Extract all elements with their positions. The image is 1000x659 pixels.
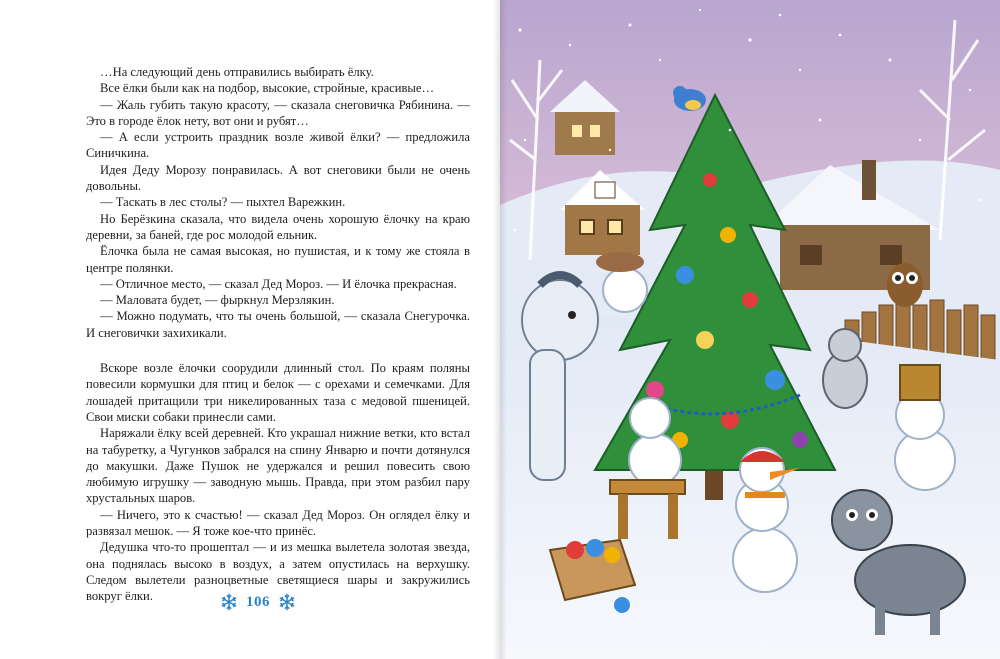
paragraph: Идея Деду Морозу понравилась. А вот снеговики были не очень довольны. [86, 162, 470, 194]
paragraph: …На следующий день отправились выбирать ёлку. [100, 65, 374, 79]
paragraph: Ёлочка была не самая высокая, но пушистая, и к тому же стояла в центре полянки. [86, 244, 470, 275]
paragraph: Все ёлки были как на подбор, высокие, стройные, красивые… [100, 81, 435, 96]
grey-cat [823, 329, 867, 408]
paragraph: — А если устроить праздник возле живой ёлки? — предложила Синичкина. [86, 130, 470, 161]
paragraph: — Ничего, это к счастью! — сказал Дед Мороз. Он оглядел ёлку и развязал мешок. — Я тоже кое-что принёс. [86, 507, 470, 539]
snowflake-icon [220, 593, 238, 611]
paragraph: — Отличное место, — сказал Дед Мороз. — И ёлочка прекрасная. [100, 276, 457, 291]
paragraph: Но Берёзкина сказала, что видела очень хорошую ёлочку на краю деревни, за баней, где рос молодой ельник. [86, 211, 470, 242]
paragraph: Наряжали ёлку всей деревней. Кто украшал нижние ветки, кто встал на табуретку, а Чугунков забрался на спину Январю и почти дотянулся до макушки. Даже Пушок не удержался и решил повесить свою любимую игрушку — заводную мышь. Правда, при этом разбил пару хрустальных шаров. [86, 426, 470, 506]
winter-tree-illustration [500, 0, 1000, 659]
owl [887, 263, 923, 307]
illustration-page [500, 0, 1000, 659]
story-text [86, 64, 470, 605]
page-number: 106 [246, 593, 270, 610]
paragraph: — Таскать в лес столы? — пыхтел Варежкин. [100, 195, 346, 210]
paragraph: Вскоре возле ёлочки соорудили длинный стол. По краям поляны повесили кормушки для птиц и белок — с орехами и семечками. Для лошадей притащили три никелированных таза с медовой пшеницей. Свои миски собаки принесли сами. [86, 361, 470, 424]
paragraph: — Можно подумать, что ты очень большой, — сказала Снегурочка. И снеговички захихикали. [86, 309, 470, 340]
snowflake-icon [278, 593, 296, 611]
paragraph: — Маловата будет, — фыркнул Мерзлякин. [100, 293, 335, 308]
page-footer [220, 592, 296, 612]
paragraph: Дедушка что-то прошептал — и из мешка вылетела золотая звезда, она поднялась высоко в воздух, а затем опустилась на верхушку. Следом вылетели разноцветные светящиеся шары и закружились вокруг ёлки. [86, 540, 470, 604]
paragraph: — Жаль губить такую красоту, — сказала снеговичка Рябинина. — Это в городе ёлок нету, вот они и рубят… [86, 97, 470, 128]
